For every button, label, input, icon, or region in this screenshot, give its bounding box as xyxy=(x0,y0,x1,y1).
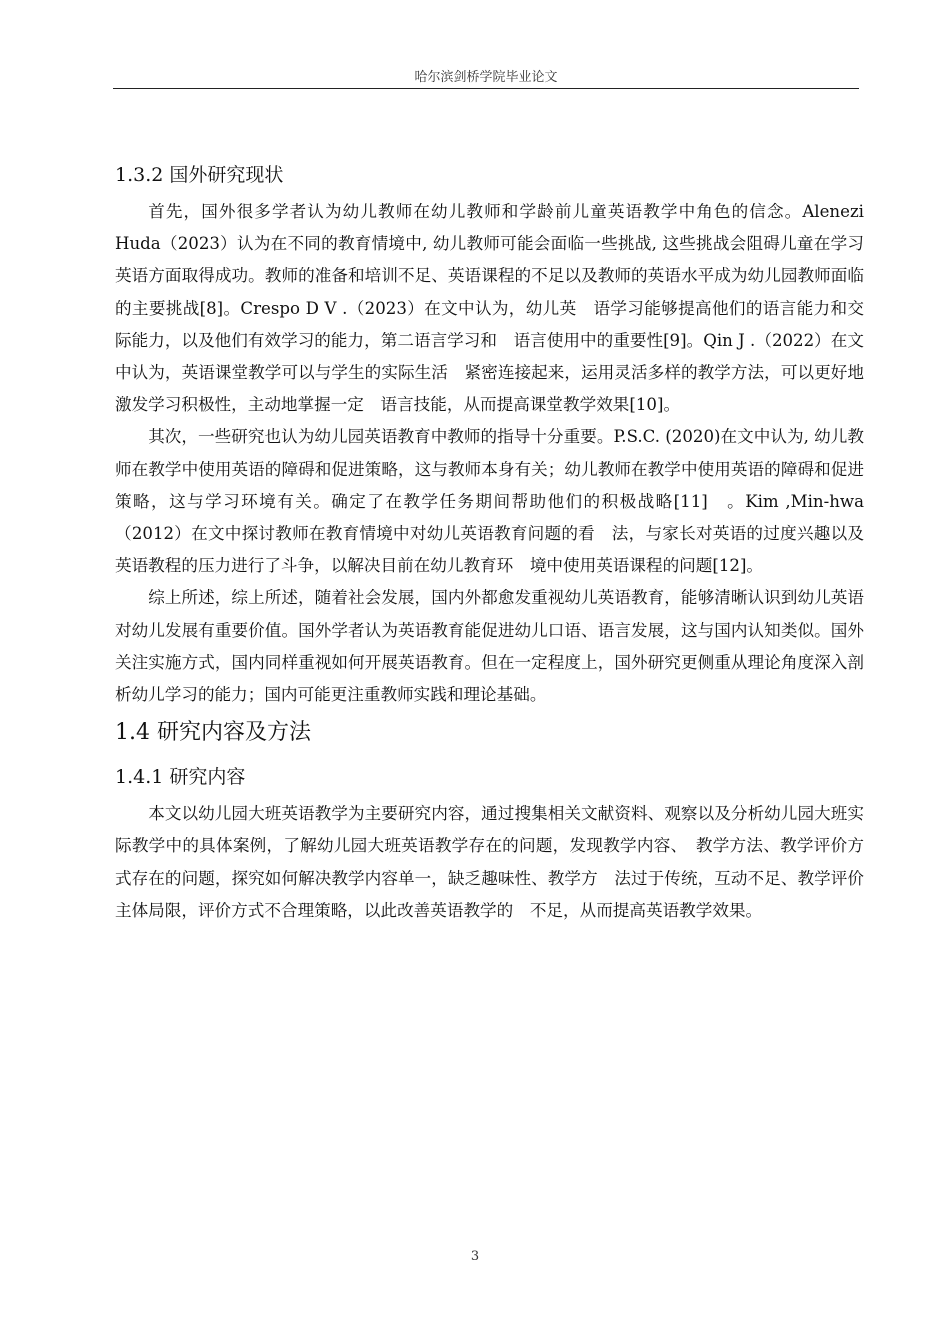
page-body xyxy=(115,158,864,927)
page-number: 3 xyxy=(470,1249,480,1264)
section-heading-1-3-2 xyxy=(115,158,864,192)
paragraph-foreign-research-2: 其次，一些研究也认为幼儿园英语教育中教师的指导十分重要。P.S.C. (2020)在文中认为, 幼儿教师在教学中使用英语的障碍和促进策略，这与教师本身有关；幼儿教师在教学中使用英语的障碍和促进策略，这与学习环境有关。确定了在教学任务期间帮助他们的积极战略[11] 。Kim ,Min-hwa（2012）在文中探讨教师在教育情境中对幼儿英语教育问题的看 法，与家长对英语的过度兴趣以及英语教程的压力进行了斗争，以解决目前在幼儿教育环 境中使用英语课程的问题[12]。 xyxy=(115,427,864,576)
section-heading-1-4-1 xyxy=(115,760,864,794)
chapter-number: 1.4 xyxy=(115,720,150,746)
paragraph-foreign-research-summary: 综上所述，综上所述，随着社会发展，国内外都愈发重视幼儿英语教育，能够清晰认识到幼儿英语对幼儿发展有重要价值。国外学者认为英语教育能促进幼儿口语、语言发展，这与国内认知类似。国外关注实施方式，国内同样重视如何开展英语教育。但在一定程度上，国外研究更侧重从理论角度深入剖析幼儿学习的能力；国内可能更注重教师实践和理论基础。 xyxy=(115,588,864,705)
chapter-title: 研究内容及方法 xyxy=(157,720,312,746)
paragraph-research-content: 本文以幼儿园大班英语教学为主要研究内容，通过搜集相关文献资料、观察以及分析幼儿园大班实际教学中的具体案例，了解幼儿园大班英语教学存在的问题，发现教学内容、 教学方法、教学评价方式存在的问题，探究如何解决教学内容单一，缺乏趣味性、教学方 法过于传统，互动不足、教学评价主体局限，评价方式不合理策略，以此改善英语教学的 不足，从而提高英语教学效果。 xyxy=(115,804,864,920)
section-number: 1.4.1 xyxy=(115,766,164,789)
section-number: 1.3.2 xyxy=(115,164,164,186)
paragraph-foreign-research-1: 首先，国外很多学者认为幼儿教师在幼儿教师和学龄前儿童英语教学中角色的信念。Alenezi Huda（2023）认为在不同的教育情境中, 幼儿教师可能会面临一些挑战, 这些挑战会阻碍儿童在学习英语方面取得成功。教师的准备和培训不足、英语课程的不足以及教师的英语水平成为幼儿园教师面临的主要挑战[8]。Crespo D V .（2023）在文中认为，幼儿英 语学习能够提高他们的语言能力和交际能力，以及他们有效学习的能力，第二语言学习和 语言使用中的重要性[9]。Qin J .（2022）在文中认为，英语课堂教学可以与学生的实际生活 紧密连接起来，运用灵活多样的教学方法，可以更好地激发学习积极性，主动地掌握一定 语言技能，从而提高课堂教学效果[10]。 xyxy=(115,202,864,415)
section-title: 研究内容 xyxy=(169,766,246,789)
header-divider xyxy=(113,88,859,89)
running-header: 哈尔滨剑桥学院毕业论文 xyxy=(414,70,558,85)
section-title: 国外研究现状 xyxy=(169,164,284,186)
chapter-heading-1-4 xyxy=(115,717,864,749)
